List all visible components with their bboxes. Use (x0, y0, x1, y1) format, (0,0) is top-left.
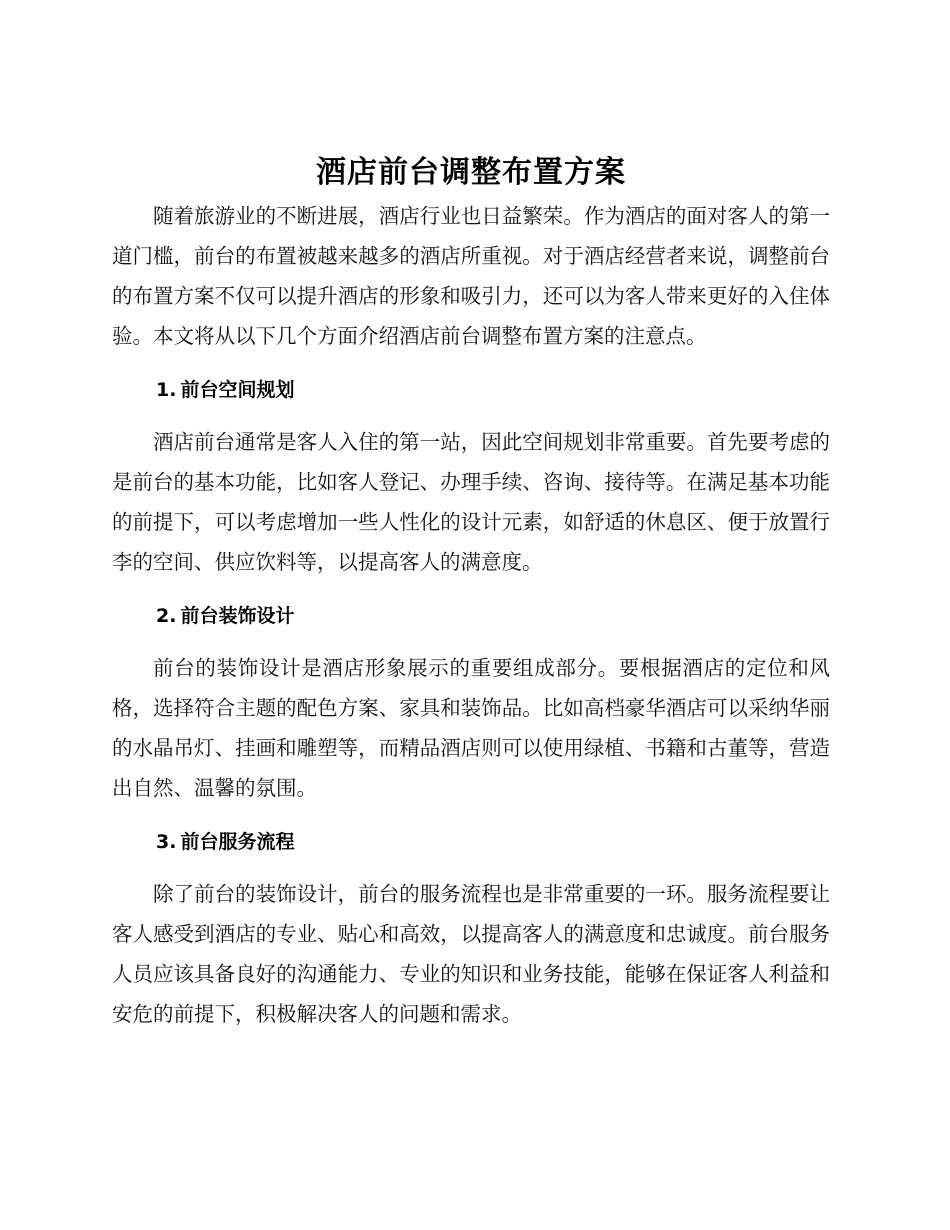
document-title: 酒店前台调整布置方案 (316, 155, 626, 190)
section-2-heading (112, 596, 830, 636)
section-3-number: 3. (156, 831, 177, 853)
section-1-number: 1. (156, 379, 177, 401)
section-3-heading (112, 822, 830, 862)
section-2-number: 2. (156, 605, 177, 627)
intro-paragraph: 随着旅游业的不断进展，酒店行业也日益繁荣。作为酒店的面对客人的第一道门槛，前台的布置被越来越多的酒店所重视。对于酒店经营者来说，调整前台的布置方案不仅可以提升酒店的形象和吸引力，还可以为客人带来更好的入住体验。本文将从以下几个方面介绍酒店前台调整布置方案的注意点。 (112, 204, 830, 348)
section-1-paragraph: 酒店前台通常是客人入住的第一站，因此空间规划非常重要。首先要考虑的是前台的基本功能，比如客人登记、办理手续、咨询、接待等。在满足基本功能的前提下，可以考虑增加一些人性化的设计元素，如舒适的休息区、便于放置行李的空间、供应饮料等，以提高客人的满意度。 (112, 430, 830, 574)
section-3-paragraph: 除了前台的装饰设计，前台的服务流程也是非常重要的一环。服务流程要让客人感受到酒店的专业、贴心和高效，以提高客人的满意度和忠诚度。前台服务人员应该具备良好的沟通能力、专业的知识和业务技能，能够在保证客人利益和安危的前提下，积极解决客人的问题和需求。 (112, 882, 830, 1026)
section-2-paragraph: 前台的装饰设计是酒店形象展示的重要组成部分。要根据酒店的定位和风格，选择符合主题的配色方案、家具和装饰品。比如高档豪华酒店可以采纳华丽的水晶吊灯、挂画和雕塑等，而精品酒店则可以使用绿植、书籍和古董等，营造出自然、温馨的氛围。 (112, 656, 830, 800)
section-1-heading (112, 370, 830, 410)
section-3-heading-text: 前台服务流程 (180, 831, 295, 853)
section-2-heading-text: 前台装饰设计 (180, 605, 295, 627)
section-1-heading-text: 前台空间规划 (180, 379, 295, 401)
